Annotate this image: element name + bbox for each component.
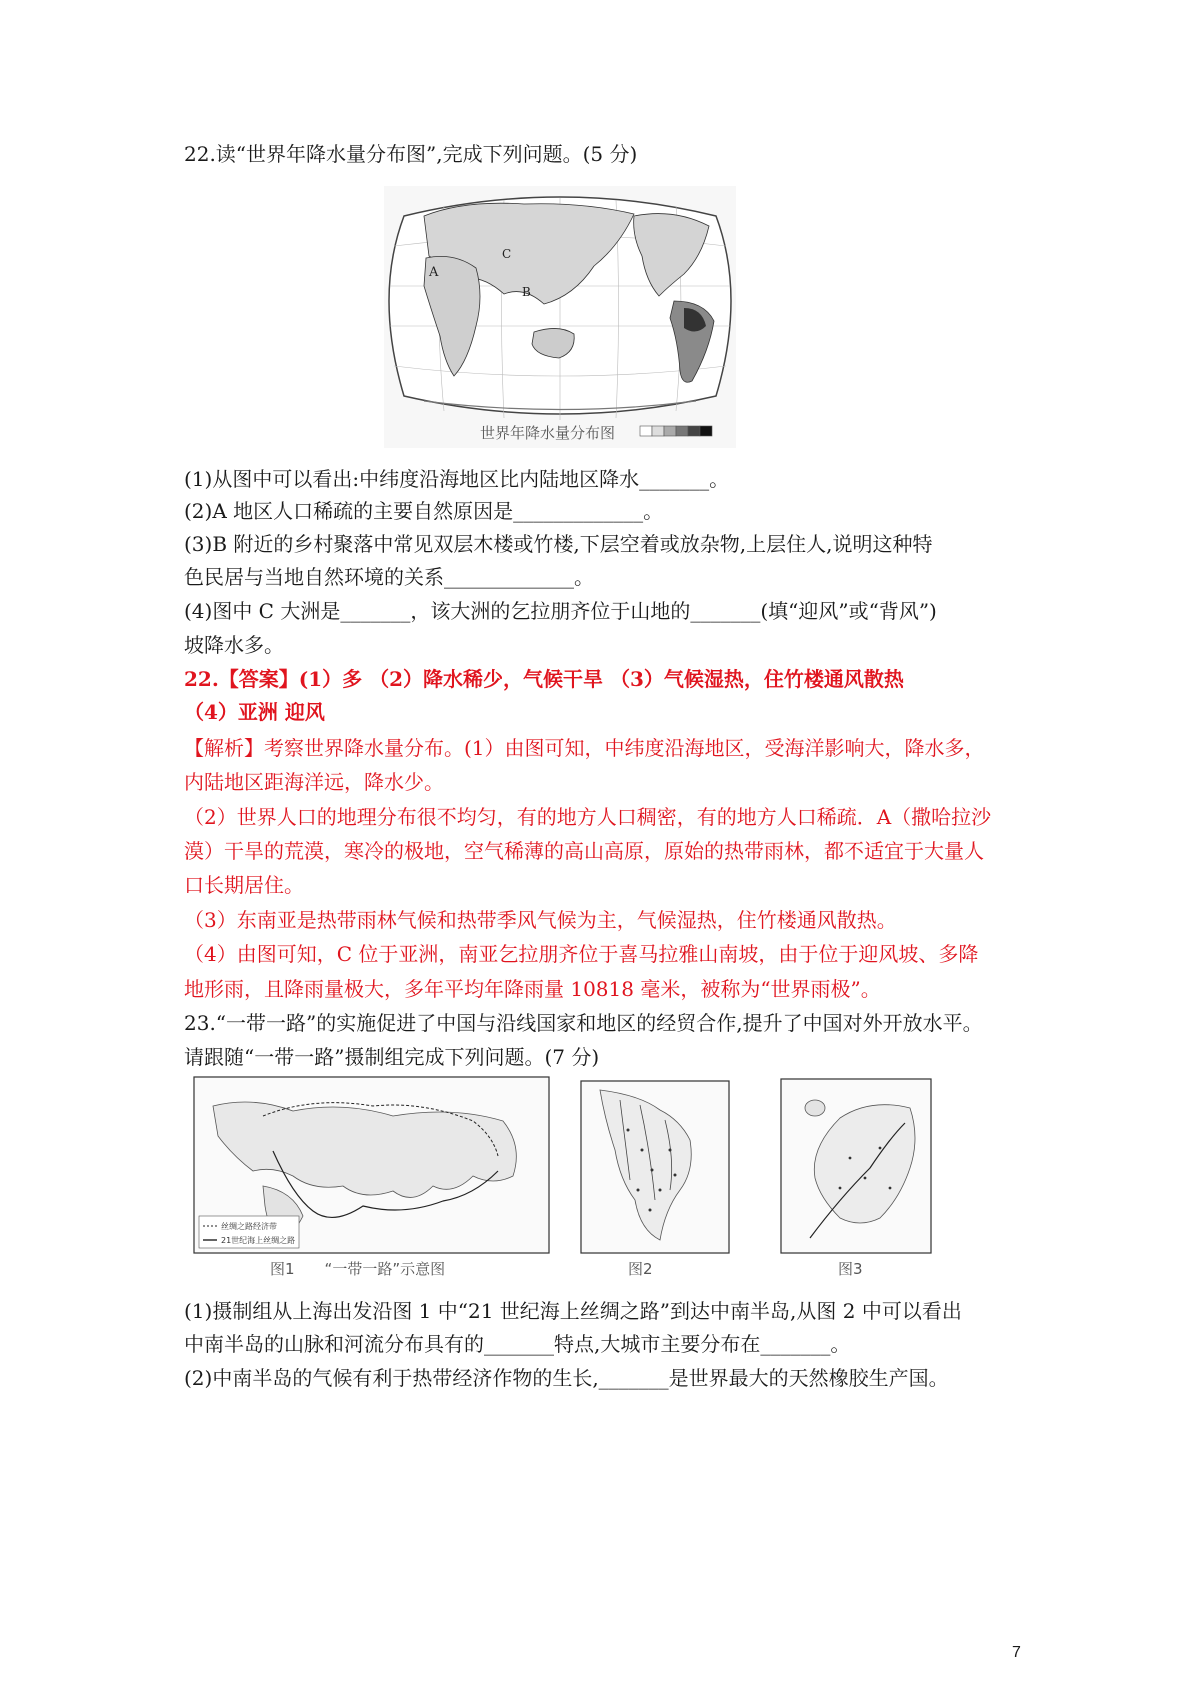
q23-part2: (2)中南半岛的气候有利于热带经济作物的生长,_______是世界最大的天然橡胶生产国。	[184, 1366, 949, 1390]
map-legend	[640, 426, 712, 436]
map-label-c: C	[502, 247, 512, 261]
q22-analysis-line: （2）世界人口的地理分布很不均匀，有的地方人口稠密，有的地方人口稀疏．A（撒哈拉沙	[184, 805, 992, 829]
fig3-caption: 图3	[838, 1260, 863, 1278]
q22-analysis-line: 【解析】考察世界降水量分布。(1）由图可知，中纬度沿海地区，受海洋影响大，降水多，	[184, 736, 985, 760]
q22-part1: (1)从图中可以看出:中纬度沿海地区比内陆地区降水_______。	[184, 467, 730, 491]
q22-analysis-line: 内陆地区距海洋远，降水少。	[184, 770, 444, 794]
q22-answer-line2: （4）亚洲 迎风	[184, 700, 325, 724]
q22-answer-line1: 22.【答案】(1）多 （2）降水稀少，气候干旱 （3）气候湿热，住竹楼通风散热	[184, 667, 904, 691]
q22-analysis-line: 地形雨，且降雨量极大，多年平均年降雨量 10818 毫米，被称为“世界雨极”。	[184, 977, 881, 1001]
q23-intro-line2: 请跟随“一带一路”摄制组完成下列问题。(7 分)	[184, 1045, 600, 1069]
fig1-caption: 图1 “一带一路”示意图	[270, 1260, 446, 1278]
q23-part1-line1: (1)摄制组从上海出发沿图 1 中“21 世纪海上丝绸之路”到达中南半岛,从图 2 中可以看出	[184, 1299, 962, 1323]
q22-part2: (2)A 地区人口稀疏的主要自然原因是_____________。	[184, 499, 664, 523]
q23-intro-line1: 23.“一带一路”的实施促进了中国与沿线国家和地区的经贸合作,提升了中国对外开放水平。	[184, 1011, 983, 1035]
q22-title: 22.读“世界年降水量分布图”,完成下列问题。(5 分)	[184, 142, 638, 166]
fig2-caption: 图2	[628, 1260, 653, 1278]
world-precipitation-map	[384, 186, 736, 448]
indochina-map	[580, 1080, 730, 1254]
map-label-b: B	[522, 285, 531, 299]
page-number: 7	[1012, 1644, 1021, 1661]
q22-part4-line2: 坡降水多。	[184, 633, 284, 657]
q22-analysis-line: （3）东南亚是热带雨林气候和热带季风气候为主，气候湿热，住竹楼通风散热。	[184, 908, 897, 932]
q22-part3-line1: (3)B 附近的乡村聚落中常见双层木楼或竹楼,下层空着或放杂物,上层住人,说明这种特	[184, 532, 933, 556]
map-label-a: A	[429, 265, 439, 280]
q22-part4-line1: (4)图中 C 大洲是_______，该大洲的乞拉朋齐位于山地的_______(填“迎风”或“背风”)	[184, 599, 937, 623]
q22-part3-line2: 色民居与当地自然环境的关系_____________。	[184, 565, 594, 589]
q23-part1-line2: 中南半岛的山脉和河流分布具有的_______特点,大城市主要分布在_______。	[184, 1332, 851, 1356]
map-title: 世界年降水量分布图	[480, 424, 616, 442]
legend-silk-road-belt: 丝绸之路经济带	[221, 1222, 277, 1231]
legend-maritime-silk-road: 21世纪海上丝绸之路	[221, 1236, 296, 1245]
q22-analysis-line: （4）由图可知，C 位于亚洲，南亚乞拉朋齐位于喜马拉雅山南坡，由于位于迎风坡、多降	[184, 942, 979, 966]
belt-road-map	[193, 1076, 550, 1254]
europe-map	[780, 1078, 932, 1254]
q22-analysis-line: 漠）干旱的荒漠，寒冷的极地，空气稀薄的高山高原，原始的热带雨林，都不适宜于大量人	[184, 839, 984, 863]
q22-analysis-line: 口长期居住。	[184, 873, 304, 897]
